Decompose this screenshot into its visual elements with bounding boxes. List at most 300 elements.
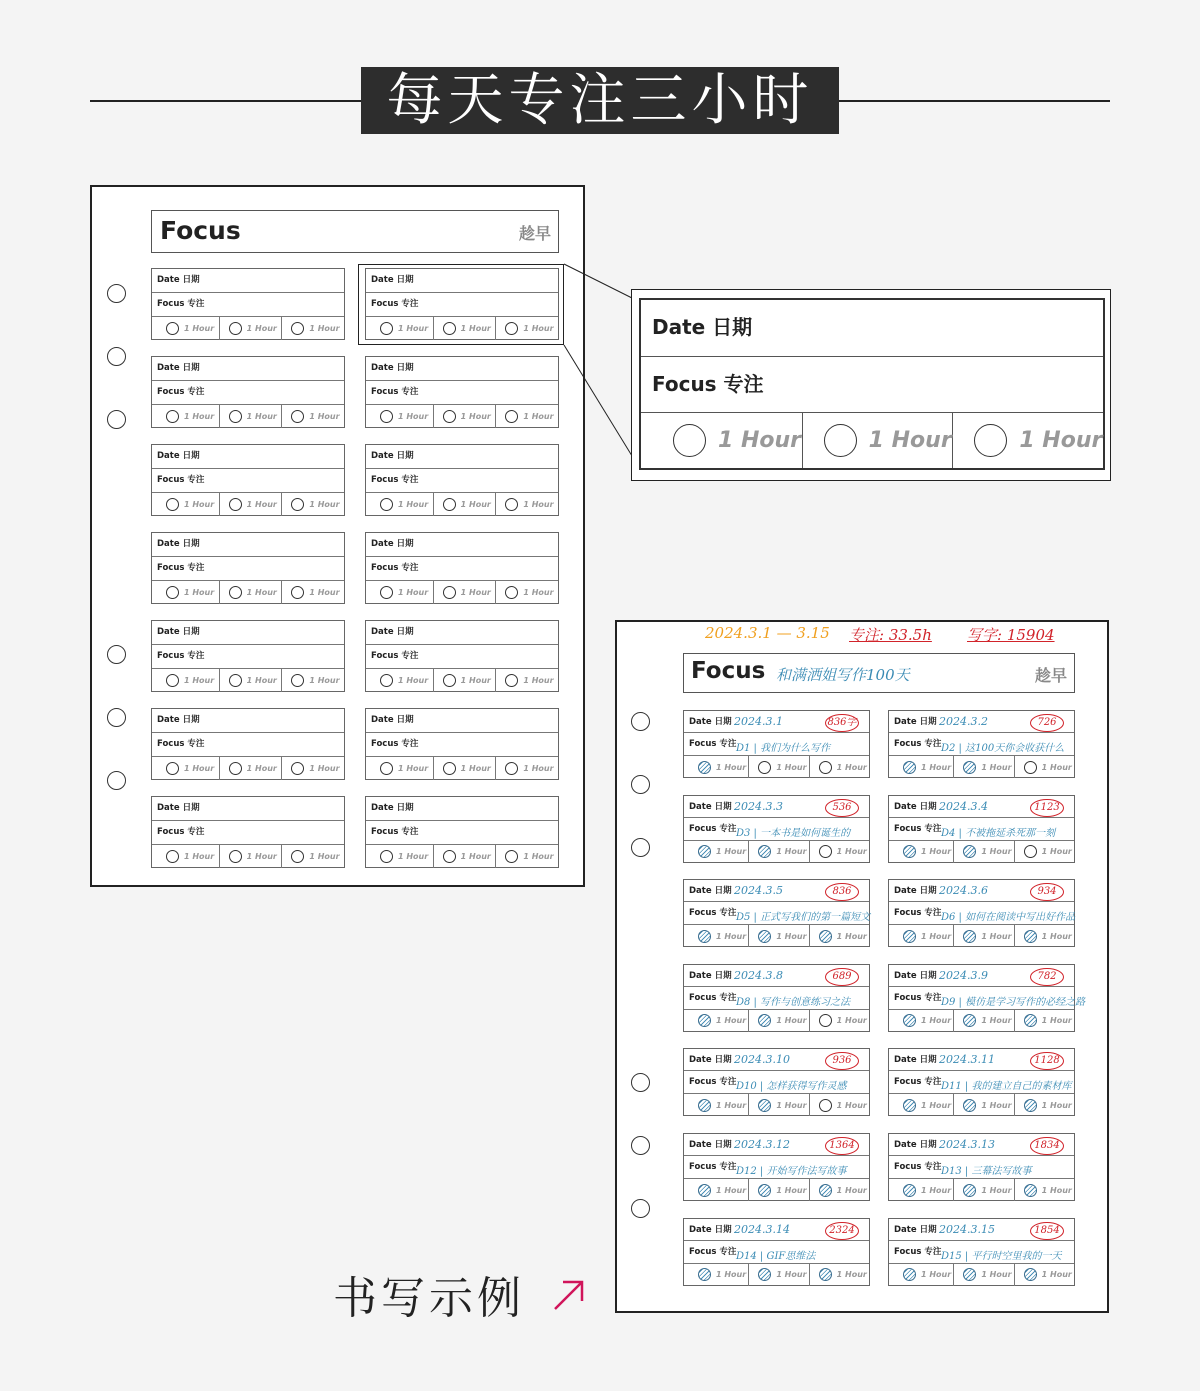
binder-hole [631, 1073, 650, 1092]
binder-hole [631, 775, 650, 794]
focus-row: Focus 专注 [366, 381, 558, 405]
hour-cell [689, 1264, 749, 1286]
checked-circle-icon [1024, 930, 1037, 943]
sheet-title: Focus [160, 216, 241, 245]
hour-cell [894, 756, 954, 778]
focus-row: Focus 专注 [684, 1071, 869, 1094]
word-count-badge: 1854 [1030, 1222, 1064, 1240]
checked-circle-icon [758, 1268, 771, 1281]
hour-cell [749, 1010, 809, 1032]
hour-label: 1 Hour [716, 1100, 747, 1110]
hour-label: 1 Hour [184, 852, 215, 861]
hours-row [684, 841, 869, 863]
focus-row: Focus 专注 [366, 733, 558, 757]
checked-circle-icon [963, 1014, 976, 1027]
date-row: Date 日期 [684, 1134, 869, 1156]
hour-label: 1 Hour [776, 847, 807, 857]
checked-circle-icon [903, 1014, 916, 1027]
sample-card [683, 1218, 870, 1286]
hour-label: 1 Hour [184, 764, 215, 773]
word-count-badge: 836字 [825, 714, 859, 732]
hour-label: 1 Hour [460, 588, 491, 597]
hour-label: 1 Hour [836, 931, 867, 941]
checked-circle-icon [903, 761, 916, 774]
focus-total-note: 专注: 33.5h [849, 626, 932, 644]
checked-circle-icon [698, 1014, 711, 1027]
hour-cell [749, 841, 809, 863]
date-row: Date 日期 [366, 533, 558, 557]
words-total-note: 写字: 15904 [967, 626, 1055, 644]
sample-card [888, 710, 1075, 778]
date-row: Date 日期 [366, 797, 558, 821]
focus-row: Focus 专注 [889, 1156, 1074, 1179]
focus-row: Focus 专注 [366, 821, 558, 845]
hour-label: 1 Hour [309, 676, 340, 685]
hour-cell [749, 1094, 809, 1116]
circle-icon [819, 761, 832, 774]
hour-label: 1 Hour [921, 1270, 952, 1280]
hour-label: 1 Hour [460, 852, 491, 861]
binder-hole [631, 1199, 650, 1218]
handwritten-date: 2024.3.8 [734, 968, 783, 982]
checked-circle-icon [698, 1268, 711, 1281]
focus-row: Focus 专注 [684, 987, 869, 1010]
checked-circle-icon [698, 761, 711, 774]
hour-label: 1 Hour [776, 931, 807, 941]
hour-label: 1 Hour [776, 1270, 807, 1280]
hour-label: 1 Hour [460, 500, 491, 509]
hour-label: 1 Hour [246, 500, 277, 509]
checked-circle-icon [1024, 1184, 1037, 1197]
focus-row: Focus 专注 [152, 733, 344, 757]
page-title: 每天专注三小时 [361, 67, 839, 134]
hour-cell [894, 1010, 954, 1032]
date-row: Date 日期 [889, 796, 1074, 818]
binder-hole [631, 1136, 650, 1155]
hour-label: 1 Hour [246, 676, 277, 685]
hours-row [684, 1264, 869, 1286]
handwritten-date: 2024.3.11 [939, 1053, 995, 1067]
date-row: Date 日期 [889, 880, 1074, 902]
focus-row: Focus 专注 [684, 733, 869, 756]
sample-card [683, 964, 870, 1032]
circle-icon [819, 1099, 832, 1112]
hour-label: 1 Hour [398, 764, 429, 773]
date-row: Date 日期 [152, 445, 344, 469]
checked-circle-icon [698, 845, 711, 858]
hours-row [889, 1010, 1074, 1032]
circle-icon [758, 761, 771, 774]
sample-subtitle: 和满洒姐写作100天 [776, 666, 910, 684]
focus-row: Focus 专注 [889, 733, 1074, 756]
focus-row: Focus 专注 [889, 902, 1074, 925]
word-count-badge: 1128 [1030, 1052, 1064, 1070]
hour-label: 1 Hour [981, 762, 1012, 772]
handwritten-task: D11 | 我的建立自己的素材库 [941, 1081, 1072, 1093]
hour-label: 1 Hour [398, 676, 429, 685]
hour-label: 1 Hour [398, 500, 429, 509]
hour-label: 1 Hour [836, 1185, 867, 1195]
hour-label: 1 Hour [1041, 1016, 1072, 1026]
sample-card [683, 1133, 870, 1201]
focus-row: Focus 专注 [889, 818, 1074, 841]
sample-label: 书写示例 [333, 1273, 525, 1324]
hour-label: 1 Hour [1041, 847, 1072, 857]
hours-row [889, 925, 1074, 947]
hour-label: 1 Hour [1041, 931, 1072, 941]
hour-label: 1 Hour [460, 412, 491, 421]
handwritten-date: 2024.3.13 [939, 1138, 995, 1151]
hour-cell [749, 1264, 809, 1286]
hour-cell [810, 1179, 869, 1201]
hour-label: 1 Hour [523, 324, 554, 333]
hour-label: 1 Hour [716, 847, 747, 857]
checked-circle-icon [758, 930, 771, 943]
hour-cell [689, 841, 749, 863]
hour-label: 1 Hour [1041, 1185, 1072, 1195]
focus-row: Focus 专注 [152, 557, 344, 581]
date-row: Date 日期 [889, 711, 1074, 733]
sample-card [683, 879, 870, 947]
word-count-badge: 836 [825, 883, 859, 901]
checked-circle-icon [758, 1184, 771, 1197]
hour-label: 1 Hour [184, 324, 215, 333]
checked-circle-icon [903, 1268, 916, 1281]
hour-label: 1 Hour [836, 1100, 867, 1110]
hour-label: 1 Hour [921, 1100, 952, 1110]
date-row: Date 日期 [366, 445, 558, 469]
hour-label: 1 Hour [523, 676, 554, 685]
focus-row: Focus 专注 [152, 293, 344, 317]
hour-label: 1 Hour [460, 324, 491, 333]
hour-cell [1015, 841, 1074, 863]
hour-label: 1 Hour [716, 1270, 747, 1280]
hour-label: 1 Hour [184, 412, 215, 421]
focus-row: Focus 专注 [366, 557, 558, 581]
hour-cell [810, 1094, 869, 1116]
date-row: Date 日期 [152, 357, 344, 381]
hour-label: 1 Hour [836, 762, 867, 772]
focus-row: Focus 专注 [684, 1156, 869, 1179]
handwritten-date: 2024.3.12 [734, 1138, 790, 1151]
hour-cell [1015, 1094, 1074, 1116]
hour-cell [810, 925, 869, 947]
checked-circle-icon [698, 930, 711, 943]
hour-cell [810, 1264, 869, 1286]
date-row: Date 日期 [889, 1134, 1074, 1156]
hour-cell [689, 1094, 749, 1116]
sample-card [683, 1048, 870, 1116]
hour-label: 1 Hour [921, 847, 952, 857]
zoom-card [639, 298, 1105, 470]
date-range-note: 2024.3.1 — 3.15 [705, 624, 830, 642]
word-count-badge: 1834 [1030, 1137, 1064, 1155]
checked-circle-icon [903, 930, 916, 943]
hour-cell [749, 756, 809, 778]
hour-cell [1015, 1010, 1074, 1032]
handwritten-task: D1 | 我们为什么写作 [736, 743, 831, 754]
focus-row: Focus 专注 [152, 381, 344, 405]
hour-label: 1 Hour [1019, 428, 1103, 453]
handwritten-task: D6 | 如何在阅读中写出好作品 [941, 912, 1076, 924]
hour-cell [894, 841, 954, 863]
circle-icon [673, 424, 706, 457]
hour-cell [954, 1094, 1014, 1116]
hour-cell [749, 1179, 809, 1201]
checked-circle-icon [963, 1184, 976, 1197]
checked-circle-icon [1024, 1014, 1037, 1027]
checked-circle-icon [758, 845, 771, 858]
brand-logo: 趁早 [518, 224, 551, 243]
zoom-hours-row [641, 413, 1103, 468]
date-row: Date 日期 [889, 965, 1074, 987]
hour-label: 1 Hour [716, 931, 747, 941]
handwritten-task: D5 | 正式写我们的第一篇短文 [736, 912, 871, 924]
handwritten-date: 2024.3.1 [734, 715, 783, 728]
checked-circle-icon [1024, 1099, 1037, 1112]
hour-label: 1 Hour [309, 324, 340, 333]
handwritten-task: D10 | 怎样获得写作灵感 [736, 1081, 847, 1093]
hour-cell [810, 1010, 869, 1032]
checked-circle-icon [963, 1099, 976, 1112]
hour-cell [749, 925, 809, 947]
focus-row: Focus 专注 [152, 821, 344, 845]
binder-hole [631, 712, 650, 731]
brand-logo: 趁早 [1034, 666, 1067, 685]
hour-label: 1 Hour [309, 588, 340, 597]
hours-row [889, 756, 1074, 778]
hour-cell [810, 841, 869, 863]
hour-label: 1 Hour [1041, 1100, 1072, 1110]
hour-label: 1 Hour [398, 412, 429, 421]
checked-circle-icon [963, 1268, 976, 1281]
sample-title: Focus [691, 658, 766, 684]
hour-cell [1015, 925, 1074, 947]
focus-row: Focus 专注 [889, 1071, 1074, 1094]
handwritten-date: 2024.3.6 [939, 884, 988, 898]
hour-label: 1 Hour [184, 500, 215, 509]
hour-label: 1 Hour [246, 588, 277, 597]
checked-circle-icon [903, 845, 916, 858]
hour-label: 1 Hour [981, 1185, 1012, 1195]
hour-cell [652, 413, 803, 468]
circle-icon [1024, 761, 1037, 774]
date-row: Date 日期 [684, 1219, 869, 1241]
binder-hole [631, 838, 650, 857]
handwritten-date: 2024.3.15 [939, 1222, 995, 1236]
date-row: Date 日期 [366, 709, 558, 733]
focus-row: Focus 专注 [152, 645, 344, 669]
handwritten-date: 2024.3.14 [734, 1222, 790, 1236]
word-count-badge: 1123 [1030, 799, 1064, 817]
hour-label: 1 Hour [716, 762, 747, 772]
word-count-badge: 934 [1030, 883, 1064, 901]
zoom-focus-row: Focus 专注 [641, 357, 1103, 413]
sample-card [683, 795, 870, 863]
handwritten-task: D13 | 三幕法写故事 [941, 1166, 1032, 1177]
handwritten-task: D12 | 开始写作法写故事 [736, 1166, 847, 1177]
sample-header [683, 653, 1075, 693]
checked-circle-icon [963, 845, 976, 858]
hour-label: 1 Hour [246, 324, 277, 333]
checked-circle-icon [1024, 1268, 1037, 1281]
hour-cell [689, 1179, 749, 1201]
hour-label: 1 Hour [718, 428, 802, 453]
hour-cell [689, 925, 749, 947]
checked-circle-icon [903, 1099, 916, 1112]
hour-label: 1 Hour [716, 1016, 747, 1026]
sample-card [888, 1133, 1075, 1201]
date-row: Date 日期 [366, 269, 558, 293]
date-row: Date 日期 [684, 880, 869, 902]
date-row: Date 日期 [152, 269, 344, 293]
zoom-panel [631, 289, 1111, 481]
hour-label: 1 Hour [868, 428, 952, 453]
hour-cell [954, 1264, 1014, 1286]
hour-label: 1 Hour [1041, 1270, 1072, 1280]
hour-label: 1 Hour [776, 1100, 807, 1110]
hours-row [889, 1094, 1074, 1116]
hour-cell [954, 841, 1014, 863]
hour-label: 1 Hour [246, 412, 277, 421]
hour-label: 1 Hour [921, 762, 952, 772]
hour-label: 1 Hour [523, 412, 554, 421]
hour-cell [894, 1264, 954, 1286]
hour-cell [954, 1179, 1014, 1201]
date-row: Date 日期 [684, 965, 869, 987]
circle-icon [1024, 845, 1037, 858]
hours-row [684, 1094, 869, 1116]
focus-row: Focus 专注 [684, 902, 869, 925]
hour-label: 1 Hour [836, 1016, 867, 1026]
hour-cell [803, 413, 954, 468]
hour-label: 1 Hour [184, 588, 215, 597]
hour-label: 1 Hour [398, 324, 429, 333]
handwritten-date: 2024.3.9 [939, 968, 988, 982]
hour-cell [1015, 1179, 1074, 1201]
sample-card [888, 964, 1086, 1032]
word-count-badge: 536 [825, 799, 859, 817]
zoom-date-row: Date 日期 [641, 300, 1103, 357]
hour-label: 1 Hour [309, 852, 340, 861]
circle-icon [974, 424, 1007, 457]
hour-label: 1 Hour [776, 1016, 807, 1026]
hour-label: 1 Hour [836, 847, 867, 857]
sample-sheet [615, 620, 1109, 1313]
handwritten-task: D2 | 这100天你会收获什么 [941, 743, 1065, 754]
focus-row: Focus 专注 [684, 1241, 869, 1264]
word-count-badge: 726 [1030, 714, 1064, 732]
hour-label: 1 Hour [776, 762, 807, 772]
hours-row [684, 925, 869, 947]
hours-row [684, 756, 869, 778]
handwritten-date: 2024.3.5 [734, 884, 783, 898]
date-row: Date 日期 [366, 357, 558, 381]
focus-row: Focus 专注 [366, 469, 558, 493]
hour-label: 1 Hour [246, 764, 277, 773]
checked-circle-icon [819, 1184, 832, 1197]
circle-icon [824, 424, 857, 457]
focus-row: Focus 专注 [889, 987, 1074, 1010]
hour-label: 1 Hour [309, 500, 340, 509]
focus-row: Focus 专注 [366, 293, 558, 317]
date-row: Date 日期 [889, 1219, 1074, 1241]
date-row: Date 日期 [684, 796, 869, 818]
hour-label: 1 Hour [921, 1185, 952, 1195]
hour-cell [1015, 1264, 1074, 1286]
circle-icon [819, 845, 832, 858]
hour-label: 1 Hour [523, 500, 554, 509]
hour-cell [954, 756, 1014, 778]
checked-circle-icon [819, 1268, 832, 1281]
hour-label: 1 Hour [523, 588, 554, 597]
date-row: Date 日期 [889, 1049, 1074, 1071]
hour-label: 1 Hour [981, 1100, 1012, 1110]
word-count-badge: 2324 [825, 1222, 859, 1240]
hour-label: 1 Hour [523, 764, 554, 773]
date-row: Date 日期 [684, 1049, 869, 1071]
handwritten-task: D8 | 写作与创意练习之法 [736, 996, 851, 1008]
circle-icon [819, 1014, 832, 1027]
date-row: Date 日期 [684, 711, 869, 733]
sample-card [888, 1218, 1075, 1286]
hour-label: 1 Hour [398, 852, 429, 861]
hour-label: 1 Hour [246, 852, 277, 861]
hours-row [684, 1010, 869, 1032]
handwritten-task: D14 | GIF思维法 [736, 1250, 816, 1262]
hour-label: 1 Hour [309, 412, 340, 421]
word-count-badge: 689 [825, 968, 859, 986]
handwritten-task: D9 | 模仿是学习写作的必经之路 [941, 996, 1086, 1008]
hour-label: 1 Hour [184, 676, 215, 685]
date-row: Date 日期 [366, 621, 558, 645]
checked-circle-icon [758, 1099, 771, 1112]
hour-label: 1 Hour [981, 847, 1012, 857]
checked-circle-icon [758, 1014, 771, 1027]
checked-circle-icon [698, 1184, 711, 1197]
hour-label: 1 Hour [981, 1016, 1012, 1026]
checked-circle-icon [963, 761, 976, 774]
sample-card [683, 710, 870, 778]
hour-cell [810, 756, 869, 778]
hours-row [684, 1179, 869, 1201]
handwritten-date: 2024.3.4 [939, 799, 988, 813]
handwritten-task: D3 | 一本书是如何诞生的 [736, 827, 851, 839]
focus-row: Focus 专注 [152, 469, 344, 493]
date-row: Date 日期 [152, 709, 344, 733]
arrow-up-right-icon [551, 1278, 587, 1314]
word-count-badge: 1364 [825, 1137, 859, 1155]
hour-cell [954, 1010, 1014, 1032]
focus-row: Focus 专注 [684, 818, 869, 841]
sample-card [888, 795, 1075, 863]
hour-label: 1 Hour [776, 1185, 807, 1195]
hours-row [889, 1179, 1074, 1201]
hour-label: 1 Hour [921, 1016, 952, 1026]
sample-card [888, 879, 1075, 947]
hour-label: 1 Hour [981, 1270, 1012, 1280]
hour-label: 1 Hour [981, 931, 1012, 941]
hour-label: 1 Hour [460, 676, 491, 685]
handwritten-task: D4 | 不被拖延杀死那一刻 [941, 827, 1056, 839]
word-count-badge: 936 [825, 1052, 859, 1070]
hour-label: 1 Hour [398, 588, 429, 597]
hour-label: 1 Hour [460, 764, 491, 773]
hour-label: 1 Hour [1041, 762, 1072, 772]
sample-card [888, 1048, 1075, 1116]
hour-cell [954, 925, 1014, 947]
hour-cell [689, 756, 749, 778]
